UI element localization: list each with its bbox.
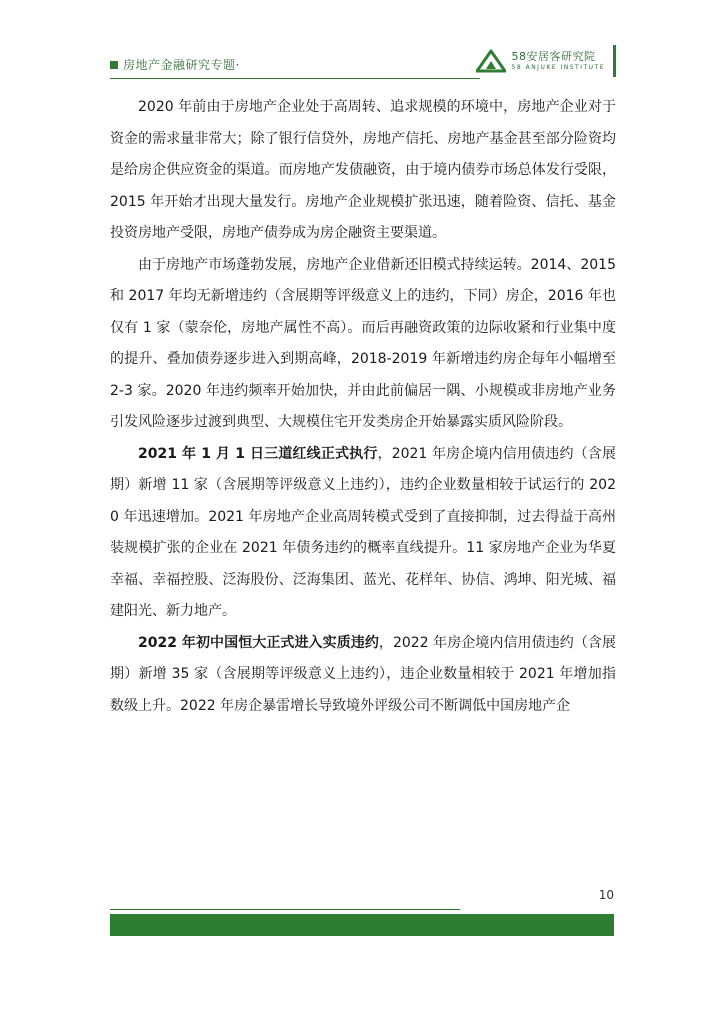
paragraph <box>110 439 616 628</box>
paragraph <box>110 628 616 723</box>
paragraph-text: ，2022 年房企境内信用债违约（含展期）新增 35 家（含展期等评级意义上违约），违企业数量相较于 2021 年增加指数级上升。2022 年房企暴雷增长导致境外评级公司不断调低中国房地产企 <box>110 634 616 714</box>
header-title-group <box>110 56 240 73</box>
house-triangle-icon <box>476 49 506 73</box>
footer-divider <box>110 909 460 910</box>
footer-bar <box>110 914 614 936</box>
header-divider <box>110 78 480 79</box>
logo-accent-bar <box>613 45 616 77</box>
page-header <box>110 44 616 84</box>
body-text <box>110 92 616 722</box>
paragraph <box>110 250 616 439</box>
institute-logo <box>476 44 616 78</box>
header-title: 房地产金融研究专题· <box>123 58 240 72</box>
logo-english-name: 58 ANJUKE INSTITUTE <box>511 64 605 71</box>
paragraph-text: ，2021 年房企境内信用债违约（含展期）新增 11 家（含展期等评级意义上违约），违约企业数量相较于试运行的 2020 年迅速增加。2021 年房地产企业高周转模式受到了直接抑制，过去得益于高州装规模扩张的企业在 2021 年债务违约的概率直线提升。11 家房地产企业为华夏幸福、幸福控股、泛海股份、泛海集团、蓝光、花样年、协信、鸿坤、阳光城、福建阳光、新力地产。 <box>110 445 616 619</box>
paragraph-bold-lead: 2022 年初中国恒大正式进入实质违约 <box>138 634 379 651</box>
square-bullet-icon <box>110 61 118 69</box>
paragraph <box>110 92 616 250</box>
page-number: 10 <box>598 888 614 902</box>
paragraph-text: 由于房地产市场蓬勃发展，房地产企业借新还旧模式持续运转。2014、2015 和 2017 年均无新增违约（含展期等评级意义上的违约，下同）房企，2016 年也仅有 1 家（蒙奈伦，房地产属性不高）。而后再融资政策的边际收紧和行业集中度的提升、叠加债券逐步进入到期高峰，2018-2019 年新增违约房企每年小幅增至 2-3 家。2020 年违约频率开始加快，并由此前偏居一隅、小规模或非房地产业务引发风险逐步过渡到典型、大规模住宅开发类房企开始暴露实质风险阶段。 <box>110 256 616 430</box>
paragraph-text: 2020 年前由于房地产企业处于高周转、追求规模的环境中，房地产企业对于资金的需求量非常大；除了银行信贷外，房地产信托、房地产基金甚至部分险资均是给房企供应资金的渠道。而房地产发债融资，由于境内债券市场总体发行受限，2015 年开始才出现大量发行。房地产企业规模扩张迅速，随着险资、信托、基金投资房地产受限，房地产债券成为房企融资主要渠道。 <box>110 99 616 241</box>
logo-chinese-name: 58安居客研究院 <box>511 50 596 63</box>
logo-text <box>512 51 605 71</box>
paragraph-bold-lead: 2021 年 1 月 1 日三道红线正式执行 <box>138 445 378 462</box>
